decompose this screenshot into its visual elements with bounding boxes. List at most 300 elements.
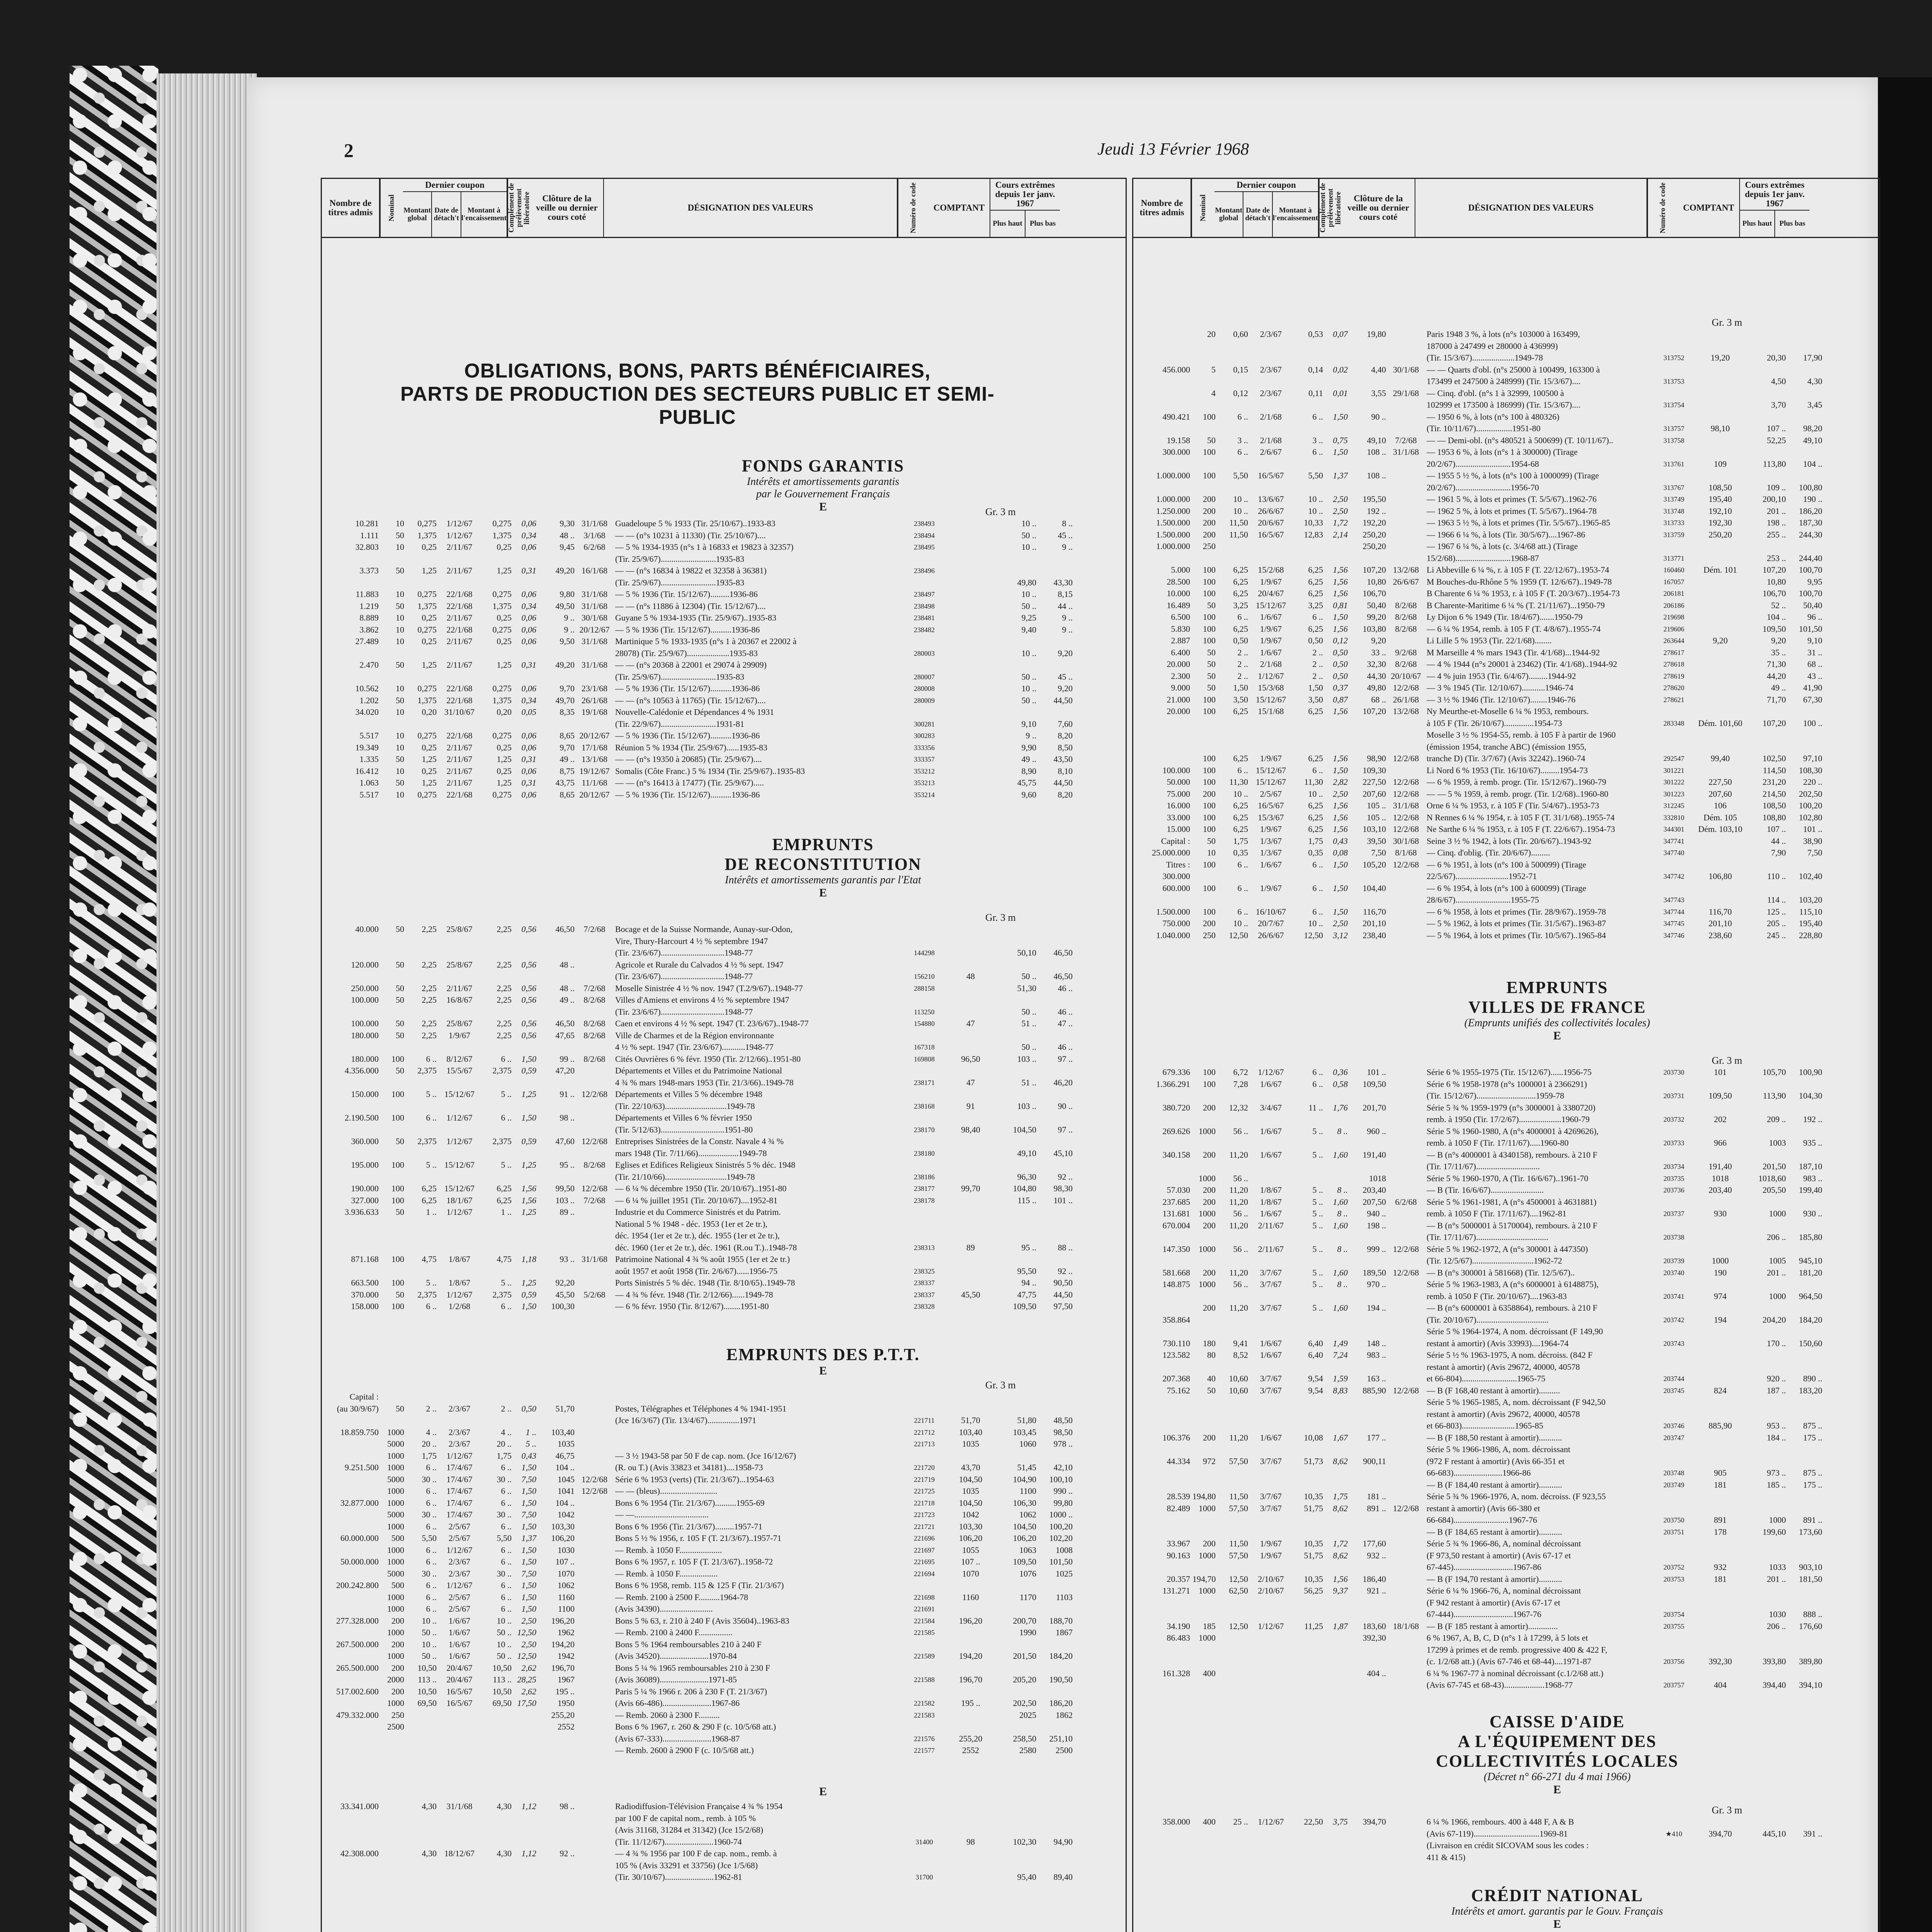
cell-close: 104,40 <box>1362 883 1386 893</box>
cell-designation: 102999 et 173500 à 186999) (Tir. 15/3/67).... <box>1427 400 1581 410</box>
cell-code: 221697 <box>914 1546 935 1554</box>
cell-complement: 1,60 <box>1333 1267 1348 1277</box>
cell-close <box>538 1813 576 1825</box>
cell-count: 517.002.600 <box>336 1686 379 1696</box>
cell-code: 238328 <box>914 1303 935 1310</box>
table-row <box>321 1709 1074 1721</box>
cell-amount-net: 6,40 <box>1308 1338 1323 1348</box>
cell-code <box>909 1088 940 1100</box>
cell-complement: 2,50 <box>521 1639 536 1649</box>
cell-low <box>1038 1403 1074 1415</box>
cell-high <box>1751 1149 1787 1161</box>
table-row <box>1132 1149 1824 1161</box>
table-row <box>321 1112 1074 1124</box>
cell-designation: — B (Tir. 16/6/67)......................... <box>1427 1185 1544 1195</box>
cell-nominal: 10 <box>396 636 404 646</box>
cell-comptant <box>1689 600 1751 612</box>
cell-complement: 1,50 <box>1333 612 1348 622</box>
cell-designation: — —................................... <box>615 1510 709 1519</box>
cell-amount-gross: 6,72 <box>1233 1067 1248 1077</box>
cell-close-date <box>576 1709 613 1721</box>
cell-nominal <box>381 671 406 683</box>
cell-high: 109 .. <box>1767 482 1786 492</box>
cell-nominal: 50 <box>396 924 404 934</box>
cell-low: 92 .. <box>1058 1266 1073 1276</box>
cell-designation: Bons 5 % 63, r. 210 à 240 F (Avis 35604)..1963-83 <box>615 1616 789 1626</box>
cell-high <box>1751 1361 1787 1373</box>
cell-complement: 0,50 <box>1333 659 1348 669</box>
cell-designation: B Charente 6 ¼ % 1953, r. à 105 F (T. 20/3/67)..1954-73 <box>1427 588 1620 598</box>
cell-low <box>1787 541 1824 553</box>
cell-amount-net: 5 .. <box>501 1160 512 1170</box>
cell-nominal <box>381 718 406 730</box>
cell-nominal <box>381 1391 406 1403</box>
cell-code: 353213 <box>914 779 935 787</box>
table-row <box>1132 1573 1824 1585</box>
cell-high <box>1751 1644 1787 1656</box>
cell-amount-gross <box>406 1824 438 1836</box>
cell-close-date <box>1388 1852 1424 1864</box>
cell-amount-gross: 57,50 <box>1229 1503 1248 1513</box>
cell-amount-net: 30 .. <box>497 1474 512 1484</box>
cell-low <box>1787 1456 1824 1468</box>
cell-amount-gross: 2,25 <box>422 995 437 1005</box>
cell-nominal: 100 <box>1203 471 1216 480</box>
table-row <box>1132 670 1824 682</box>
cell-designation: — 6 ¼ % juillet 1951 (Tir. 20/10/67)....1952-81 <box>615 1195 778 1205</box>
cell-low: 7,50 <box>1807 848 1822 857</box>
cell-close <box>538 1733 576 1745</box>
cell-high: 44 .. <box>1771 836 1786 846</box>
cell-amount-net: 11 .. <box>1308 1102 1323 1112</box>
cell-detach-date: 22/1/68 <box>446 589 473 599</box>
cell-comptant <box>1689 1279 1751 1291</box>
cell-code: 238325 <box>914 1267 935 1275</box>
cell-amount-gross <box>1217 1644 1250 1656</box>
cell-count <box>321 671 381 683</box>
cell-amount-net: 1,25 <box>497 566 512 575</box>
table-row <box>1132 1220 1824 1232</box>
table-row <box>1132 635 1824 647</box>
cell-high: 50 .. <box>1021 1042 1036 1052</box>
cell-close-date <box>576 935 613 947</box>
table-row <box>1132 1840 1824 1852</box>
table-row <box>321 947 1074 959</box>
cell-code: 312245 <box>1663 802 1684 810</box>
cell-count <box>1132 1597 1192 1609</box>
table-row <box>321 1509 1074 1521</box>
cell-high <box>1002 1450 1038 1462</box>
cell-complement: 0,31 <box>521 754 536 764</box>
table-row <box>321 1615 1074 1627</box>
cell-complement: 8,83 <box>1333 1385 1348 1395</box>
cell-designation: — B (F 184,65 restant à amortir)........... <box>1427 1527 1562 1537</box>
cell-high <box>1002 1206 1038 1218</box>
cell-high <box>1751 1456 1787 1468</box>
cell-code: 203743 <box>1663 1339 1684 1347</box>
cell-amount-net <box>1292 1656 1325 1668</box>
cell-close-date <box>576 1265 613 1277</box>
cell-code: ★410 <box>1665 1830 1682 1838</box>
cell-amount-gross <box>1217 1114 1250 1126</box>
cell-code: 238186 <box>914 1173 935 1181</box>
cell-comptant <box>940 565 1002 577</box>
cell-complement <box>1325 1090 1349 1102</box>
cell-high <box>1751 741 1787 753</box>
cell-amount-net <box>481 1077 513 1089</box>
cell-amount-gross: 6 .. <box>426 1463 437 1472</box>
cell-comptant <box>1689 1338 1751 1350</box>
cell-complement <box>1325 741 1349 753</box>
cell-detach-date <box>1250 1161 1292 1173</box>
cell-complement <box>513 1415 538 1427</box>
cell-high <box>1002 959 1038 971</box>
cell-high: 51,30 <box>1017 983 1036 993</box>
cell-close-date <box>1388 1114 1424 1126</box>
cell-amount-gross: 11,50 <box>1229 1492 1248 1501</box>
cell-high: 103 .. <box>1017 1101 1036 1111</box>
cell-low <box>1787 1302 1824 1314</box>
cell-count <box>321 1592 381 1604</box>
cell-close-date <box>1388 1538 1424 1550</box>
header-close-right: Clôture de la veille ou dernier cours coté <box>1342 179 1415 237</box>
cell-nominal <box>381 1801 406 1813</box>
cell-count: 25.000.000 <box>1152 848 1190 857</box>
cell-amount-net: 5 .. <box>1312 1126 1323 1136</box>
cell-amount-gross: 0,25 <box>422 542 437 552</box>
cell-code: 238313 <box>914 1243 935 1252</box>
cell-amount-gross: 69,50 <box>417 1698 437 1708</box>
cell-detach-date: 3/7/67 <box>1260 1374 1282 1383</box>
cell-complement: 0,56 <box>521 983 536 993</box>
group-tag: Gr. 3 m <box>1712 1055 1742 1066</box>
cell-amount-gross: 6,25 <box>1233 824 1248 834</box>
cell-comptant <box>1689 1456 1751 1468</box>
cell-high <box>1751 1126 1787 1138</box>
cell-nominal <box>1192 376 1217 388</box>
cell-detach-date: 1/8/67 <box>448 1254 471 1264</box>
table-row <box>1132 423 1824 435</box>
cell-detach-date <box>1250 894 1292 906</box>
header-last-coupon-group-right <box>1214 179 1319 237</box>
cell-high <box>1002 1391 1038 1403</box>
cell-complement: 0,59 <box>521 1136 536 1146</box>
cell-amount-net: 5 .. <box>1312 1244 1323 1254</box>
cell-close-date <box>1388 553 1424 565</box>
cell-count: 161.328 <box>1162 1668 1190 1678</box>
cell-complement <box>513 1100 538 1112</box>
cell-high: 1005 <box>1769 1256 1786 1265</box>
cell-detach-date: 1/6/67 <box>1260 859 1282 869</box>
cell-count: 100.000 <box>1162 765 1190 775</box>
cell-designation: (Tir. 15/3/67)....................1949-78 <box>1427 353 1543 362</box>
cell-designation: Départements et Villes 5 % décembre 1948 <box>615 1089 762 1099</box>
cell-code <box>909 636 940 648</box>
cell-designation: — B (F 194,70 restant à amortir)........... <box>1427 1574 1562 1584</box>
table-row <box>1132 340 1824 352</box>
cell-count: 90.163 <box>1167 1550 1190 1560</box>
cell-nominal <box>1192 423 1217 435</box>
cell-close-date <box>1388 1126 1424 1138</box>
cell-detach-date <box>438 1006 481 1018</box>
cell-comptant: Dém. 101 <box>1703 565 1737 575</box>
cell-amount-gross: 0,275 <box>417 684 437 693</box>
cell-detach-date: 25/8/67 <box>446 959 473 969</box>
cell-close <box>538 971 576 983</box>
cell-designation: remb. à 1950 (Tir. 17/2/67)....................1960-79 <box>1427 1114 1590 1124</box>
cell-amount-net: 51,75 <box>1304 1503 1323 1513</box>
cell-close-date <box>1388 1609 1424 1621</box>
cell-designation: (Tir. 25/9/67)..........................1935-83 <box>615 554 745 564</box>
cell-code <box>1658 1243 1689 1255</box>
cell-count: 20.000 <box>1167 706 1190 716</box>
cell-amount-gross: 2,375 <box>417 1289 437 1299</box>
cell-code: 300281 <box>914 720 935 728</box>
cell-close-date <box>1388 1491 1424 1503</box>
cell-code <box>1658 1279 1689 1291</box>
cell-nominal: 500 <box>391 1580 404 1590</box>
cell-code <box>909 659 940 671</box>
cell-comptant <box>1689 1196 1751 1208</box>
cell-nominal: 50 <box>396 959 404 969</box>
table-row <box>1132 493 1824 505</box>
table-row <box>321 1148 1074 1160</box>
cell-amount-net <box>1292 1137 1325 1149</box>
cell-complement: 3,12 <box>1333 930 1348 940</box>
cell-code <box>1658 1644 1689 1656</box>
cell-amount-gross <box>406 1745 438 1757</box>
cell-low: 101 .. <box>1053 1195 1073 1205</box>
cell-code: 203737 <box>1663 1210 1684 1218</box>
cell-low: 8,15 <box>1058 589 1073 599</box>
cell-designation: (Avis 67-745 et 68-43)...................1968-77 <box>1427 1680 1573 1690</box>
cell-close: 960 .. <box>1367 1126 1386 1136</box>
cell-high: 201 .. <box>1767 1267 1786 1277</box>
cell-count <box>321 1721 381 1733</box>
cell-nominal <box>381 1824 406 1836</box>
cell-high: 35 .. <box>1771 647 1786 657</box>
cell-detach-date: 1/2/68 <box>448 1301 471 1311</box>
header-amount-net-right: Montant à l'encaissement <box>1272 206 1318 223</box>
cell-count: 86.483 <box>1167 1633 1190 1643</box>
cell-complement <box>1325 894 1349 906</box>
cell-amount-gross <box>406 1265 438 1277</box>
cell-low <box>1787 388 1824 400</box>
cell-nominal: 1000 <box>387 1451 404 1461</box>
cell-comptant: 98,10 <box>1711 423 1730 433</box>
cell-amount-gross <box>1217 340 1250 352</box>
cell-designation: — — (n°s 10563 à 11765) (Tir. 15/12/67).... <box>615 695 766 705</box>
table-row <box>321 1639 1074 1651</box>
cell-high <box>1751 364 1787 376</box>
cell-detach-date: 16/10/67 <box>1255 906 1286 917</box>
cell-amount-net <box>1292 1526 1325 1538</box>
cell-close-date: 20/10/67 <box>1391 671 1421 681</box>
cell-amount-gross: 3 .. <box>1237 435 1248 445</box>
cell-amount-gross: 0,35 <box>1233 848 1248 857</box>
cell-close-date: 7/2/68 <box>583 1195 605 1205</box>
cell-detach-date: 1/12/67 <box>1258 1067 1284 1077</box>
cell-comptant <box>1689 706 1751 718</box>
cell-designation: Série 6 ¼ % 1966-76, A, nominal décroissant <box>1427 1586 1581 1595</box>
cell-amount-gross <box>1217 871 1250 883</box>
table-row <box>321 777 1074 789</box>
cell-code: 203730 <box>1663 1068 1684 1076</box>
cell-amount-gross <box>406 671 438 683</box>
cell-close-date <box>1388 1526 1424 1538</box>
ledger-page <box>247 77 1878 1932</box>
cell-amount-gross <box>406 947 438 959</box>
cell-close-date <box>1388 1173 1424 1185</box>
cell-detach-date <box>1250 1668 1292 1680</box>
cell-amount-gross: 2,25 <box>422 1030 437 1040</box>
cell-close-date <box>1388 1668 1424 1680</box>
cell-complement: 8,62 <box>1333 1550 1348 1560</box>
cell-count <box>1132 1828 1192 1840</box>
table-row <box>1132 1632 1824 1644</box>
cell-amount-gross <box>406 1721 438 1733</box>
cell-nominal <box>381 553 406 565</box>
cell-high: 206 .. <box>1767 1621 1786 1631</box>
cell-complement: 0,06 <box>521 766 536 776</box>
cell-designation: (F 973,50 restant à amortir) (Avis 67-17 et <box>1427 1550 1571 1560</box>
table-row <box>1132 1526 1824 1538</box>
cell-close: 7,50 <box>1371 848 1386 857</box>
cell-amount-net: 2 .. <box>1312 647 1323 657</box>
cell-amount-gross: 1,375 <box>417 530 437 540</box>
cell-count: 27.489 <box>355 636 379 646</box>
cell-detach-date: 3/7/67 <box>1260 1267 1282 1277</box>
cell-amount-net <box>481 671 513 683</box>
table-row <box>1132 553 1824 565</box>
cell-close: 98,90 <box>1367 753 1386 763</box>
cell-amount-gross <box>406 1860 438 1872</box>
cell-close: 1070 <box>558 1568 575 1578</box>
cell-complement <box>513 1733 538 1745</box>
cell-complement: 1,56 <box>521 1184 536 1193</box>
cell-count: 106.376 <box>1162 1432 1190 1442</box>
cell-complement: 1,25 <box>521 1160 536 1170</box>
cell-detach-date <box>1250 541 1292 553</box>
cell-count: 75.162 <box>1167 1385 1190 1395</box>
cell-amount-net <box>1292 1255 1325 1267</box>
cell-amount-net: 6,25 <box>497 1195 512 1205</box>
cell-detach-date <box>1250 340 1292 352</box>
cell-nominal: 100 <box>1203 1079 1216 1089</box>
cell-low <box>1787 340 1824 352</box>
cell-complement <box>1325 1137 1349 1149</box>
cell-amount-gross: 3,25 <box>1233 600 1248 610</box>
cell-high: 205,50 <box>1762 1185 1786 1195</box>
cell-nominal: 1000 <box>387 1545 404 1555</box>
cell-count: 15.000 <box>1167 824 1190 834</box>
table-row <box>1132 376 1824 388</box>
cell-high <box>1002 1848 1038 1860</box>
header-code: Numéro de code <box>898 179 929 237</box>
cell-comptant <box>1689 340 1751 352</box>
cell-close-date <box>576 1242 613 1254</box>
cell-close: 49 .. <box>560 995 575 1005</box>
cell-amount-net: 2,25 <box>497 995 512 1005</box>
cell-close <box>538 1242 576 1254</box>
cell-comptant: 91 <box>966 1101 975 1111</box>
cell-designation: (Tir. 17/11/67).............................. <box>1427 1162 1540 1171</box>
cell-comptant <box>940 671 1002 683</box>
cell-amount-gross: 2 .. <box>1237 671 1248 681</box>
cell-high <box>1002 1686 1038 1698</box>
cell-count: 9.251.500 <box>345 1463 379 1472</box>
cell-code: 278620 <box>1663 684 1684 692</box>
cell-complement <box>1325 1840 1349 1852</box>
cell-comptant <box>940 518 1002 530</box>
cell-comptant: 932 <box>1714 1562 1727 1572</box>
cell-designation: 6 % 1967, A, B, C, D (n°s 1 à 17299, à 5 lots et <box>1427 1633 1588 1643</box>
cell-close-date <box>1388 765 1424 777</box>
cell-amount-gross: 6 .. <box>426 1545 437 1555</box>
cell-close-date: 8/2/68 <box>583 1054 605 1064</box>
cell-count: 10.562 <box>355 684 379 693</box>
cell-designation: — 6 % 1959, à remb. progr. (Tir. 15/12/67)..1960-79 <box>1427 777 1606 787</box>
cell-low <box>1787 328 1824 340</box>
cell-amount-gross <box>1217 1828 1250 1840</box>
cell-close-date: 11/1/68 <box>582 778 607 787</box>
cell-high: 50 .. <box>1021 601 1036 611</box>
table-row <box>1132 1338 1824 1350</box>
cell-nominal <box>1192 1656 1217 1668</box>
cell-comptant: 207,60 <box>1708 789 1732 799</box>
table-row <box>321 1532 1074 1544</box>
cell-complement: 0,02 <box>1333 364 1348 374</box>
cell-amount-gross <box>1217 1609 1250 1621</box>
cell-code: 313771 <box>1663 554 1684 562</box>
cell-complement <box>1325 1668 1349 1680</box>
cell-comptant <box>1689 1503 1751 1515</box>
cell-amount-net: 5 .. <box>1312 1267 1323 1277</box>
cell-comptant <box>940 1639 1002 1651</box>
cell-close <box>538 1218 576 1230</box>
cell-nominal <box>381 1077 406 1089</box>
cell-close: 51,70 <box>555 1403 575 1413</box>
cell-comptant <box>940 935 1002 947</box>
cell-designation: 20/2/67)..........................1954-68 <box>1427 459 1539 469</box>
cell-close-date <box>576 1277 613 1289</box>
page-edges <box>156 73 257 1932</box>
cell-comptant <box>1689 1126 1751 1138</box>
cell-low: 8,10 <box>1058 766 1073 776</box>
cell-comptant: 885,90 <box>1708 1421 1732 1430</box>
cell-nominal <box>1192 871 1217 883</box>
cell-amount-net <box>481 1006 513 1018</box>
cell-code: 221588 <box>914 1676 935 1684</box>
cell-designation: Départements et Villes et du Patrimoine National <box>615 1066 782 1075</box>
cell-close-date <box>1388 883 1424 895</box>
cell-count: 16.412 <box>355 766 379 776</box>
header-count: Nombre de titres admis <box>322 179 380 237</box>
cell-high <box>1002 1721 1038 1733</box>
cell-code <box>1658 1149 1689 1161</box>
cell-close-date: 18/1/68 <box>1393 1621 1419 1631</box>
cell-low: 190,50 <box>1049 1675 1073 1684</box>
cell-low: 97 .. <box>1058 1054 1073 1064</box>
cell-amount-net: 3,25 <box>1308 600 1323 610</box>
table-row <box>321 1801 1074 1813</box>
table-row <box>321 518 1074 530</box>
cell-designation: 17299 à primes et de remb. progressive 400 & 422 F, <box>1427 1645 1607 1655</box>
cell-designation: 66-684)..........................1967-76 <box>1427 1515 1537 1525</box>
cell-high <box>1002 1065 1038 1077</box>
cell-nominal: 100 <box>1203 588 1216 598</box>
cell-detach-date: 1/6/67 <box>448 1639 471 1649</box>
